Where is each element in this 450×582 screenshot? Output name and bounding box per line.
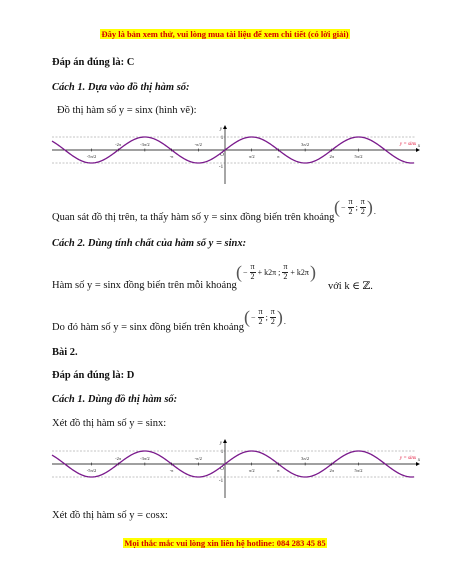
x-tick-label: -2π — [115, 456, 122, 461]
y-axis-arrow — [223, 439, 227, 443]
footer-banner-text: Mọi thắc mắc vui lòng xin liên hệ hotline: 084 283 45 85 — [124, 538, 326, 548]
x-tick-label: -3π/2 — [140, 456, 150, 461]
x-tick-label: 5π/2 — [354, 468, 363, 473]
paren-left: ( — [236, 262, 242, 282]
x-tick-label: -5π/2 — [86, 468, 97, 473]
paren-left: ( — [244, 307, 250, 327]
x-tick-label: π/2 — [248, 468, 255, 473]
bai1-observe-text: Quan sát đồ thị trên, ta thấy hàm số y = sinx đồng biến trên khoảng — [52, 212, 335, 223]
bai1-property-text: Hàm số y = sinx đồng biến trên mỗi khoảng — [52, 280, 237, 291]
x-tick-label: 2π — [329, 154, 335, 159]
y-axis-label: y — [219, 441, 223, 446]
paren-right: ) — [309, 262, 316, 282]
x-tick-label: π — [277, 468, 280, 473]
bai1-method2-title: Cách 2. Dùng tính chất của hàm số y = sinx: — [52, 238, 247, 249]
x-tick-label: -π — [169, 154, 174, 159]
x-axis-label: x — [417, 458, 421, 463]
bai2-answer: Đáp án đúng là: D — [52, 370, 135, 381]
paren-left: ( — [334, 197, 340, 217]
x-tick-label: 3π/2 — [301, 456, 310, 461]
curve-label: y = sinx — [399, 142, 417, 147]
paren-right: ) — [276, 307, 283, 327]
minus-sign: − — [341, 202, 346, 212]
bai2-sinx-caption: Xét đồ thị hàm số y = sinx: — [52, 418, 167, 429]
x-tick-label: -π/2 — [194, 456, 202, 461]
bai2-title: Bài 2. — [52, 347, 78, 358]
footer-banner — [0, 538, 450, 548]
x-tick-label: π — [277, 154, 280, 159]
x-tick-label: 2π — [329, 468, 335, 473]
x-tick-label: -5π/2 — [86, 154, 97, 159]
bai1-graph-caption: Đồ thị hàm số y = sinx (hình vẽ): — [57, 105, 197, 116]
header-banner-text: Đây là bản xem thử, vui lòng mua tài liệu để xem chi tiết (có lời giải) — [101, 29, 349, 39]
paren-right: ) — [366, 197, 373, 217]
interval-2: ( − $\frac{\pi}{2}$ ; $\frac{\pi}{2}$ ) . — [244, 307, 286, 327]
separator: ; — [355, 202, 358, 212]
fraction: $\frac{\pi}{2}$ — [348, 197, 353, 216]
origin-label: O — [220, 467, 224, 472]
x-tick-label: -3π/2 — [140, 142, 150, 147]
curve-label: y = sinx — [399, 456, 417, 461]
bai2-method1-title: Cách 1. Dùng đồ thị hàm số: — [52, 394, 178, 405]
bai2-cosx-caption: Xét đồ thị hàm số y = cosx: — [52, 510, 168, 521]
bai1-conclusion-text: Do đó hàm số y = sinx đồng biến trên khoảng — [52, 322, 244, 333]
x-tick-label: -2π — [115, 142, 122, 147]
x-tick-label: 5π/2 — [354, 154, 363, 159]
x-tick-label: -π — [169, 468, 174, 473]
interval-k2pi: ( − $\frac{\pi}{2}$ + k2π ; $\frac{\pi}{2}$ + k2π ) — [236, 262, 316, 282]
x-tick-label: 3π/2 — [301, 142, 310, 147]
y-axis-arrow — [223, 125, 227, 129]
sinx-graph-1 — [50, 124, 422, 186]
bai1-answer: Đáp án đúng là: C — [52, 57, 135, 68]
tick-label-neg1: -1 — [218, 479, 224, 484]
x-axis-label: x — [417, 144, 421, 149]
fraction: $\frac{\pi}{2}$ — [360, 197, 365, 216]
tick-label-1: 1 — [220, 136, 224, 141]
tick-label-1: 1 — [220, 450, 224, 455]
tick-label-neg1: -1 — [218, 165, 224, 170]
origin-label: O — [220, 153, 224, 158]
bai1-property-suffix: với k ∈ ℤ. — [328, 281, 373, 292]
sinx-graph-2 — [50, 438, 422, 500]
x-tick-label: -π/2 — [194, 142, 202, 147]
x-tick-label: π/2 — [248, 154, 255, 159]
interval-1: ( − $\frac{\pi}{2}$ ; $\frac{\pi}{2}$ ) . — [334, 197, 376, 217]
y-axis-label: y — [219, 127, 223, 132]
header-banner — [0, 29, 450, 39]
bai1-method1-title: Cách 1. Dựa vào đồ thị hàm số: — [52, 82, 190, 93]
